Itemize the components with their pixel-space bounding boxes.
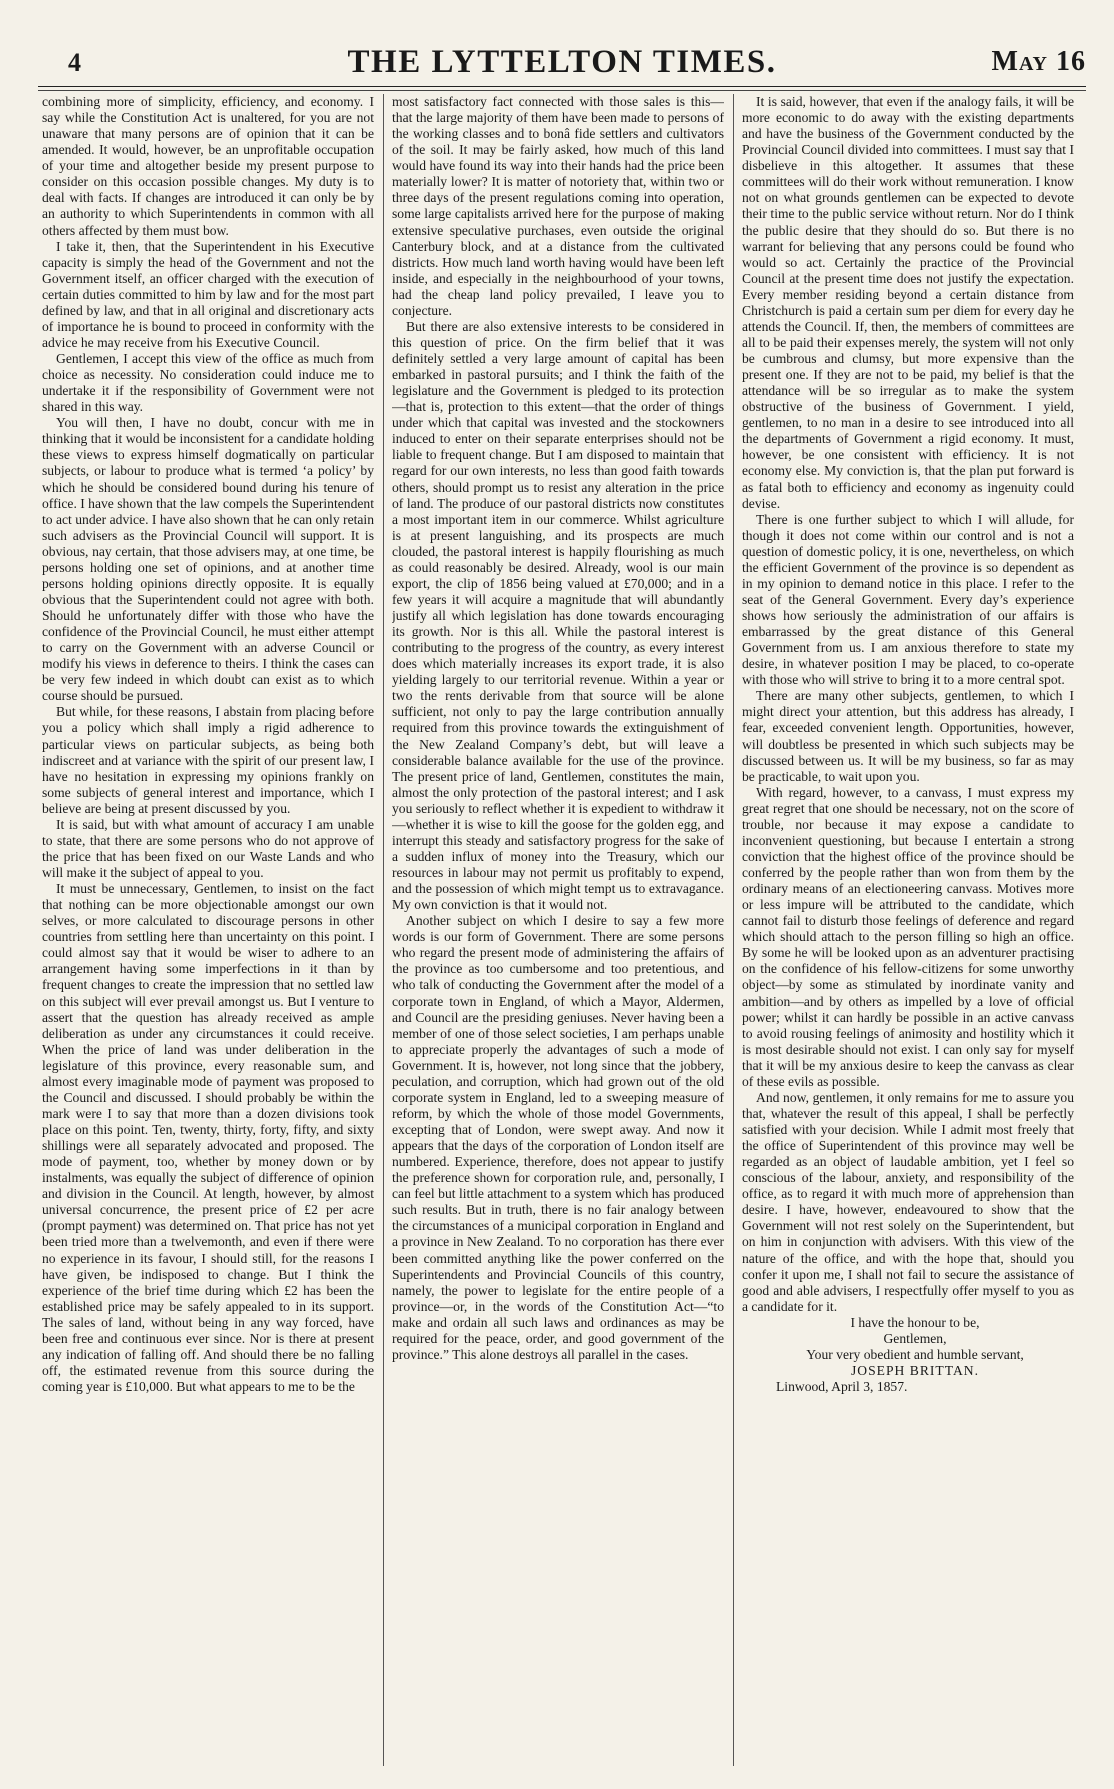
paragraph: combining more of simplicity, efficiency, and economy. I say while the Constitution Act is unaltered, for you are not unaware that many persons are of opinion that it can be amended. It would, however, be an unprofitable occupation of your time and altogether beside my present purpose to consider on this occasion possible changes. My duty is to deal with facts. If changes are introduced it can only be by an authority to which Superintendents in common with all others affected by them must bow.: [42, 94, 374, 238]
column-1: [42, 94, 374, 1766]
paragraph: Another subject on which I desire to say a few more words is our form of Government. There are some persons who regard the present mode of administering the affairs of the province as too cumbersome and too pretentious, and who talk of conducting the Government after the model of a corporate town in England, of which a Mayor, Aldermen, and Council are the presiding geniuses. Never having been a member of one of those select societies, I am perhaps unable to appreciate properly the advantages of such a mode of Government. It is, however, not long since that the jobbery, peculation, and corruption, which had grown out of the old corporate system in England, led to a sweeping measure of reform, by which the whole of those model Governments, excepting that of London, were swept away. And now it appears that the days of the corporation of London itself are numbered. Experience, therefore, does not appear to justify the preference shown for corporation rule, and, personally, I can feel but little attachment to a system which has produced such results. But in truth, there is no fair analogy between the circumstances of a municipal corporation in England and a province in New Zealand. To no corporation has there ever been committed anything like the power conferred on the Superintendents and Provincial Councils of this country, namely, the power to legislate for the entire people of a province—or, in the words of the Constitution Act—“to make and ordain all such laws and ordinances as may be required for the peace, order, and good government of the province.” This alone destroys all parallel in the cases.: [392, 913, 724, 1362]
column-2: [392, 94, 724, 1766]
page-number: 4: [68, 48, 81, 77]
masthead-rule-thin: [38, 90, 1086, 91]
paragraph: But while, for these reasons, I abstain from placing before you a policy which shall imply a rigid adherence to particular views on particular subjects, as being both indiscreet and at variance with the spirit of our present law, I have no hesitation in expressing my opinions frankly on some subjects of general interest and importance, which I believe are being at present discussed by you.: [42, 704, 374, 816]
paragraph: You will then, I have no doubt, concur with me in thinking that it would be inconsistent for a candidate holding these views to express himself dogmatically on particular subjects, or labour to produce what is termed ‘a policy’ by which he should be considered bound during his tenure of office. I have shown that the law compels the Superintendent to act under advice. I have also shown that he can only retain such advisers as the Provincial Council will support. It is obvious, nay certain, that those advisers may, at one time, be persons holding one set of opinions, and at another time persons holding opinions directly opposite. It is equally obvious that the Superintendent could not agree with both. Should he unfortunately differ with those who have the confidence of the Provincial Council, he must either attempt to carry on the Government with an adverse Council or modify his views in deference to theirs. I think the cases can be very few indeed in which doubt can exist as to which course should be pursued.: [42, 415, 374, 704]
paragraph: It must be unnecessary, Gentlemen, to insist on the fact that nothing can be more objectionable amongst our own selves, or more calculated to discourage persons in other countries from settling here than uncertainty on this point. I could almost say that it would be wiser to adhere to an arrangement having some imperfections in it than by frequent changes to create the impression that no settled law on this subject will ever prevail amongst us. But I venture to assert that the question has already received as ample deliberation as under any circumstances it could receive. When the price of land was under deliberation in the legislature of this province, every reasonable sum, and almost every imaginable mode of payment was proposed to the Council and discussed. I should probably be within the mark were I to say that more than a dozen divisions took place on this point. Ten, twenty, thirty, forty, fifty, and sixty shillings were all separately advocated and proposed. The mode of payment, too, whether by money down or by instalments, was equally the subject of difference of opinion and division in the Council. At length, however, by almost universal concurrence, the present price of £2 per acre (prompt payment) was determined on. That price has not yet been tried more than a twelvemonth, and even if there were no experience in its favour, I should still, for the reasons I have given, be indisposed to change. But I think the experience of the brief time during which £2 has been the established price may be safely appealed to in its support. The sales of land, without being in any way forced, have been free and continuous ever since. Nor is there at present any indication of falling off. And should there be no falling off, the estimated revenue from this source during the coming year is £10,000. But what appears to me to be the: [42, 881, 374, 1394]
paragraph: But there are also extensive interests to be considered in this question of price. On the firm belief that it was definitely settled a very large amount of capital has been embarked in pastoral pursuits; and I think the faith of the legislature and the Government is pledged to its protection—that is, protection to this extent—that the order of things under which that capital was invested and the stockowners induced to enter on their separate enterprises should not be liable to frequent change. But I am disposed to maintain that regard for our own interests, no less than good faith towards others, should prompt us to resist any alteration in the price of land. The produce of our pastoral districts now constitutes a most important item in our commerce. Whilst agriculture is at present languishing, and its prospects are much clouded, the pastoral interest is happily flourishing as much as could reasonably be desired. Already, wool is our main export, the clip of 1856 being valued at £70,000; and in a few years it will acquire a magnitude that will abundantly justify all which legislation has done towards encouraging its growth. Nor is this all. While the pastoral interest is contributing to the progress of the country, as every interest does which materially increases its export trade, it is also yielding largely to our territorial revenue. Within a year or two the rents derivable from that source will be alone sufficient, not only to pay the large contribution annually required from this province towards the extinguishment of the New Zealand Company’s debt, but will leave a considerable balance available for the use of the province. The present price of land, Gentlemen, constitutes the main, almost the only protection of the pastoral interest; and I ask you seriously to reflect whether it is expedient to withdraw it—whether it is wise to kill the goose for the golden egg, and interrupt this steady and satisfactory progress for the sake of a sudden influx of money into the Treasury, which our resources in labour may not permit us profitably to expend, and the possession of which might tempt us to extravagance. My own conviction is that it would not.: [392, 318, 724, 913]
newspaper-title: THE LYTTELTON TIMES.: [347, 44, 777, 80]
signature-block: [742, 1315, 1074, 1395]
column-divider: [383, 94, 384, 1766]
signature-place-date: Linwood, April 3, 1857.: [776, 1379, 908, 1394]
signature-valediction: Your very obedient and humble servant,: [806, 1346, 1024, 1362]
signature-closing: I have the honour to be,: [850, 1314, 980, 1330]
paragraph: There is one further subject to which I will allude, for though it does not come within our control and is not a question of domestic policy, it is one, nevertheless, on which the efficient Government of the province is so dependent as in my opinion to demand notice in this place. I refer to the seat of the General Government. Every day’s experience shows how seriously the administration of our affairs is embarrassed by the great distance of this General Government from us. I am anxious therefore to state my desire, in whatever position I may be placed, to co-operate with those who will strive to bring it to a more central spot.: [742, 511, 1074, 688]
signature-salutation: Gentlemen,: [883, 1330, 947, 1346]
paragraph: There are many other subjects, gentlemen, to which I might direct your attention, but this address has already, I fear, exceeded convenient length. Opportunities, however, will doubtless be presented in which such subjects may be discussed between us. It will be my business, so far as may be practicable, to wait upon you.: [742, 688, 1074, 784]
column-divider: [733, 94, 734, 1766]
signature-name: JOSEPH BRITTAN.: [851, 1362, 979, 1378]
paragraph: Gentlemen, I accept this view of the office as much from choice as necessity. No consideration could induce me to undertake it if the responsibility of Government were not shared in this way.: [42, 351, 374, 415]
paragraph: And now, gentlemen, it only remains for me to assure you that, whatever the result of this appeal, I shall be perfectly satisfied with your decision. While I admit most freely that the office of Superintendent of this province may well be regarded as an object of laudable ambition, yet I feel so conscious of the labour, anxiety, and responsibility of the office, as to regard it with much more of apprehension than desire. I have, however, endeavoured to show that the Government will not rest solely on the Superintendent, but on him in conjunction with advisers. With this view of the nature of the office, and with the hope that, should you confer it upon me, I shall not fail to secure the assistance of good and able advisers, I respectfully offer myself to you as a candidate for it.: [742, 1089, 1074, 1314]
masthead-rule: [38, 86, 1086, 87]
paragraph: It is said, however, that even if the analogy fails, it will be more economic to do away with the existing departments and have the business of the Government conducted by the Provincial Council divided into committees. I must say that I disbelieve in this altogether. It assumes that these committees will do their work without remuneration. I know not on what grounds gentlemen can be expected to devote their time to the public service without return. Nor do I think the public desire that they should do so. But there is no warrant for believing that any persons could be found who would so act. Certainly the practice of the Provincial Council at the present time does not justify the expectation. Every member residing beyond a certain distance from Christchurch is paid a certain sum per diem for every day he attends the Council. If, then, the members of committees are all to be paid their expenses merely, the system will not only be cumbrous and clumsy, but more expensive than the present one. If they are not to be paid, my belief is that the attendance will be so irregular as to make the system obstructive of the business of Government. I yield, gentlemen, to no man in a desire to see introduced into all the departments of Government a rigid economy. It must, however, be one consistent with efficiency. It is not economy else. My conviction is, that the plan put forward is as fatal both to efficiency and economy as ingenuity could devise.: [742, 94, 1074, 511]
issue-date: May 16: [991, 46, 1086, 77]
masthead: [38, 42, 1086, 86]
paragraph: With regard, however, to a canvass, I must express my great regret that one should be necessary, not on the score of trouble, nor because it may expose a candidate to inconvenient questioning, but because I entertain a strong conviction that the highest office of the province should be conferred by the people rather than won from them by the ordinary means of an electioneering canvass. Motives more or less impure will be attributed to the candidate, which cannot fail to disturb those feelings of deference and regard which should attach to the person filling so high an office. By some he will be looked upon as an adventurer practising on the confidence of his fellow-citizens for some unworthy object—by some as stimulated by inordinate vanity and ambition—and by others as impelled by a love of official power; whilst it can hardly be possible in an active canvass to avoid rousing feelings of animosity and hostility which it is most desirable should not exist. I can only say for myself that it will be my anxious desire to keep the canvass as clear of these evils as possible.: [742, 784, 1074, 1089]
paragraph: I take it, then, that the Superintendent in his Executive capacity is simply the head of the Government and not the Government itself, an officer charged with the execution of certain duties committed to him by law and for the most part defined by law, and that in all original and discretionary acts of importance he is bound to proceed in conformity with the advice he may receive from his Executive Council.: [42, 238, 374, 350]
column-3: [742, 94, 1074, 1766]
paragraph: It is said, but with what amount of accuracy I am unable to state, that there are some persons who do not approve of the price that has been fixed on our Waste Lands and who will make it the subject of appeal to you.: [42, 816, 374, 880]
paragraph: most satisfactory fact connected with those sales is this—that the large majority of them have been made to persons of the working classes and to bonâ fide settlers and cultivators of the soil. It may be fairly asked, how much of this land would have found its way into their hands had the price been materially lower? It is matter of notoriety that, within two or three days of the present regulations coming into operation, some large capitalists arrived here for the purpose of making extensive speculative purchases, even outside the original Canterbury block, and at a distance from the cultivated districts. How much land worth having would have been left inside, and especially in the neighbourhood of your towns, had the cheap land policy prevailed, I leave you to conjecture.: [392, 94, 724, 318]
